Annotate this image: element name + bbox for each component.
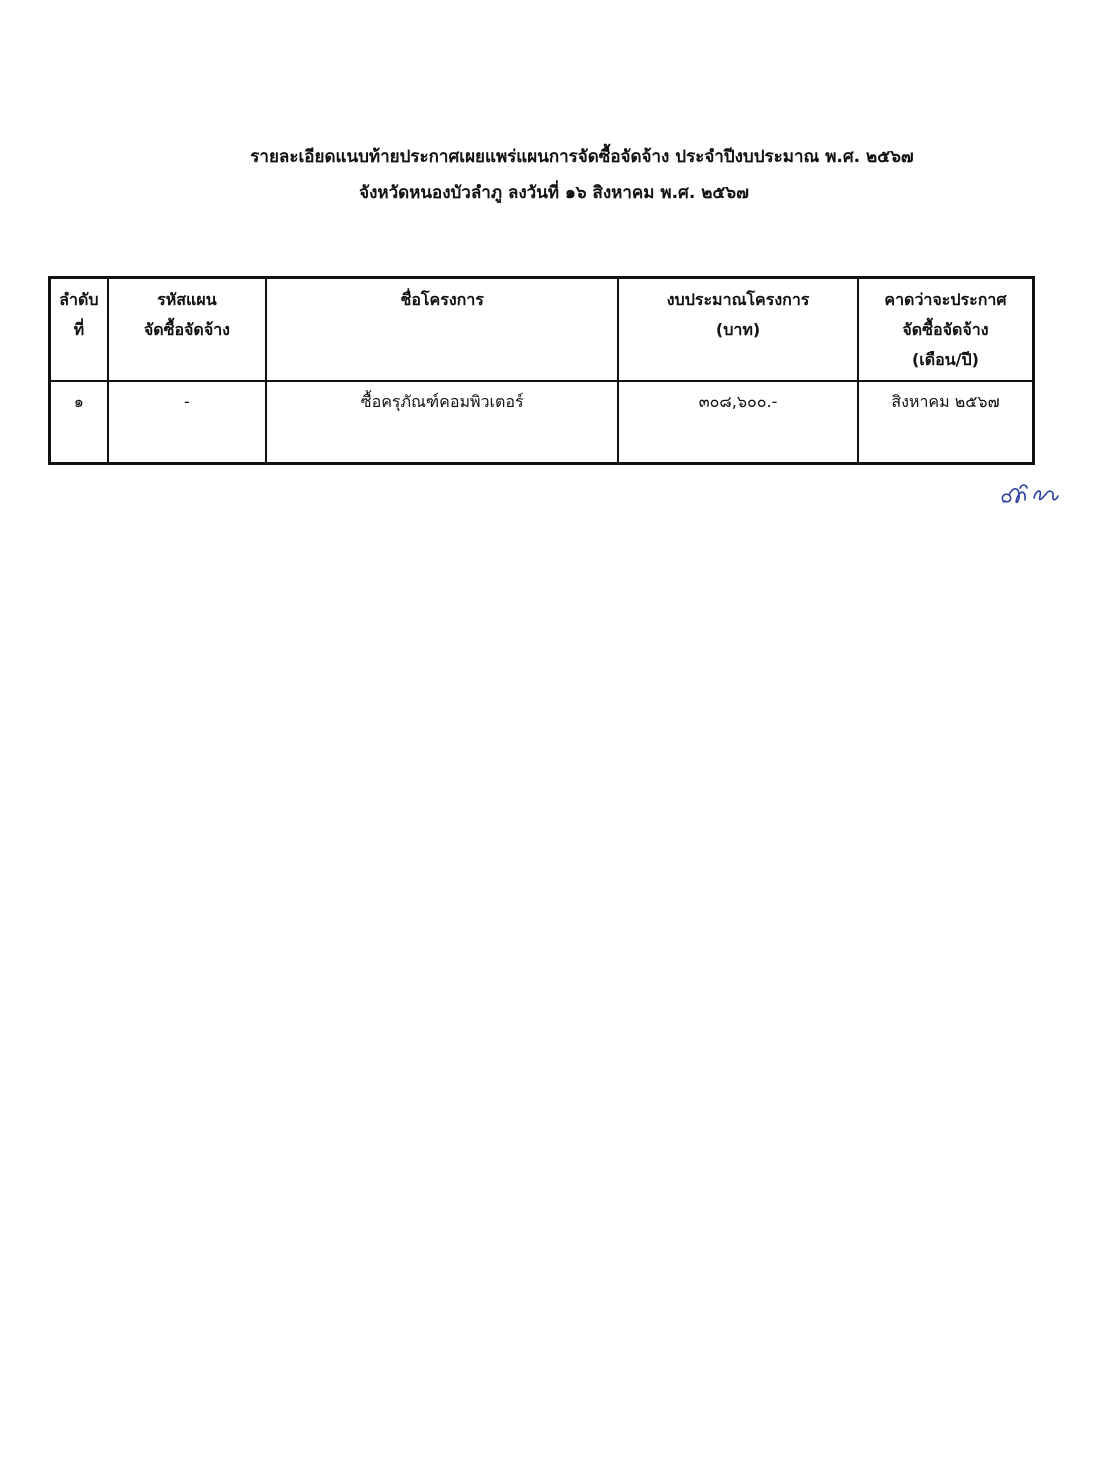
document-title-line-2: จังหวัดหนองบัวลำภู ลงวันที่ ๑๖ สิงหาคม พ.ศ. ๒๕๖๗ (359, 183, 749, 203)
column-header-project-name (266, 278, 618, 382)
cell-budget-text: ๓๐๘,๖๐๐.- (698, 392, 778, 411)
column-header-no-line-1: ลำดับ (59, 290, 99, 309)
cell-project-name (266, 381, 618, 464)
column-header-expected-date-line-3: (เดือน/ปี) (911, 350, 979, 369)
column-header-plan-code (108, 278, 266, 382)
column-header-expected-date-line-2: จัดซื้อจัดจ้าง (902, 320, 989, 339)
cell-expected-date-text: สิงหาคม ๒๕๖๗ (891, 392, 1000, 411)
cell-project-name-text: ซื้อครุภัณฑ์คอมพิวเตอร์ (360, 392, 524, 411)
column-header-no-line-2: ที่ (73, 320, 85, 339)
column-header-project-name-line-1: ชื่อโครงการ (400, 290, 484, 309)
column-header-no (50, 278, 108, 382)
column-header-budget (618, 278, 858, 382)
cell-budget (618, 381, 858, 464)
table-header-row (50, 278, 1034, 382)
cell-no (50, 381, 108, 464)
column-header-expected-date-line-1: คาดว่าจะประกาศ (884, 290, 1007, 309)
column-header-plan-code-line-1: รหัสแผน (157, 290, 217, 309)
cell-expected-date (858, 381, 1034, 464)
procurement-plan-table (48, 276, 1035, 465)
column-header-expected-date (858, 278, 1034, 382)
cell-plan-code (108, 381, 266, 464)
column-header-budget-line-1: งบประมาณโครงการ (666, 290, 810, 309)
column-header-budget-line-2: (บาท) (715, 320, 761, 339)
document-title-line-1: รายละเอียดแนบท้ายประกาศเผยแพร่แผนการจัดซื้อจัดจ้าง ประจำปีงบประมาณ พ.ศ. ๒๕๖๗ (250, 147, 914, 167)
column-header-plan-code-line-2: จัดซื้อจัดจ้าง (143, 320, 230, 339)
table-row (50, 381, 1034, 464)
handwritten-signature (998, 476, 1062, 512)
cell-plan-code-text: - (184, 392, 190, 411)
cell-no-text: ๑ (73, 392, 84, 411)
